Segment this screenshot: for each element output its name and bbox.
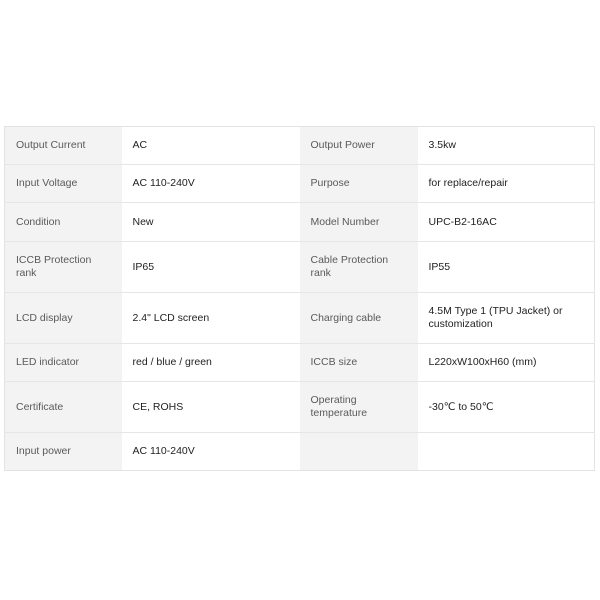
- table-row: [5, 242, 595, 293]
- spec-label: Input Voltage: [5, 165, 122, 203]
- spec-value: 4.5M Type 1 (TPU Jacket) or customization: [418, 293, 595, 344]
- spec-label: Condition: [5, 203, 122, 242]
- spec-label: LED indicator: [5, 344, 122, 382]
- spec-value: UPC-B2-16AC: [418, 203, 595, 242]
- spec-label: LCD display: [5, 293, 122, 344]
- spec-label: Charging cable: [300, 293, 418, 344]
- spec-value: L220xW100xH60 (mm): [418, 344, 595, 382]
- spec-label-empty: [300, 433, 418, 471]
- spec-label: ICCB Protection rank: [5, 242, 122, 293]
- spec-value: IP55: [418, 242, 595, 293]
- spec-value: AC 110-240V: [122, 433, 300, 471]
- spec-label: Output Current: [5, 127, 122, 165]
- table-row: [5, 127, 595, 165]
- spec-value: CE, ROHS: [122, 382, 300, 433]
- table-row: [5, 165, 595, 203]
- spec-value-empty: [418, 433, 595, 471]
- table-row: [5, 382, 595, 433]
- spec-table: [4, 126, 595, 471]
- spec-label: Output Power: [300, 127, 418, 165]
- spec-label: Purpose: [300, 165, 418, 203]
- table-row: [5, 433, 595, 471]
- spec-value: AC: [122, 127, 300, 165]
- spec-value: red / blue / green: [122, 344, 300, 382]
- spec-value: 3.5kw: [418, 127, 595, 165]
- spec-label: Input power: [5, 433, 122, 471]
- spec-value: New: [122, 203, 300, 242]
- table-row: [5, 344, 595, 382]
- spec-label: Operating temperature: [300, 382, 418, 433]
- spec-label: ICCB size: [300, 344, 418, 382]
- spec-value: -30℃ to 50℃: [418, 382, 595, 433]
- spec-value: 2.4" LCD screen: [122, 293, 300, 344]
- spec-label: Model Number: [300, 203, 418, 242]
- spec-label: Certificate: [5, 382, 122, 433]
- table-row: [5, 293, 595, 344]
- spec-value: IP65: [122, 242, 300, 293]
- spec-value: AC 110-240V: [122, 165, 300, 203]
- table-row: [5, 203, 595, 242]
- spec-value: for replace/repair: [418, 165, 595, 203]
- spec-label: Cable Protection rank: [300, 242, 418, 293]
